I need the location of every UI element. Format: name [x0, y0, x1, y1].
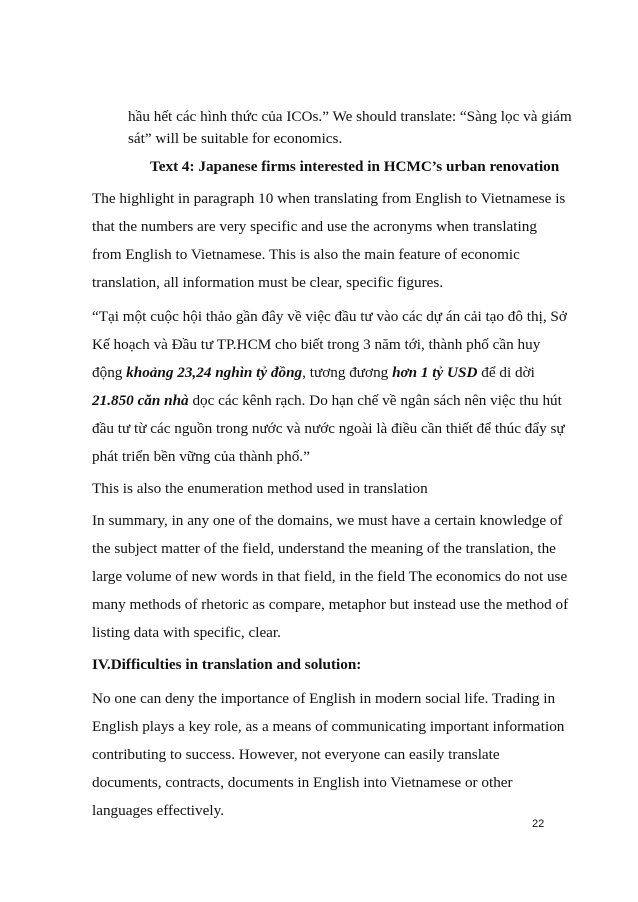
summary-line-3: large volume of new words in that field, in the field The economics do not use: [92, 568, 568, 585]
quote-text: , tương đương: [302, 364, 393, 381]
quote-line-1: “Tại một cuộc hội thảo gần đây về việc đầu tư vào các dự án cải tạo đô thị, Sở: [92, 308, 567, 325]
summary-line-1: In summary, in any one of the domains, we must have a certain knowledge of: [92, 512, 563, 529]
summary-line-5: listing data with specific, clear.: [92, 624, 281, 641]
quote-emphasis-usd: hơn 1 tỷ USD: [392, 364, 478, 381]
quote-line-3: [92, 364, 535, 382]
quote-line-5: đầu tư từ các nguồn trong nước và nước ngoài là điều cần thiết để thúc đẩy sự: [92, 420, 565, 437]
final-line-4: documents, contracts, documents in English into Vietnamese or other: [92, 774, 513, 791]
enumeration-line: This is also the enumeration method used in translation: [92, 480, 428, 497]
summary-line-2: the subject matter of the field, understand the meaning of the translation, the: [92, 540, 556, 557]
intro-line-1: hầu hết các hình thức của ICOs.” We should translate: “Sàng lọc và giám: [128, 108, 572, 125]
final-line-2: English plays a key role, as a means of communicating important information: [92, 718, 565, 735]
quote-text: động: [92, 364, 127, 381]
quote-emphasis-amount: khoảng 23,24 nghìn tỷ đồng: [126, 364, 303, 381]
quote-line-4: [92, 392, 562, 410]
page-number: 22: [532, 818, 545, 830]
final-line-1: No one can deny the importance of English in modern social life. Trading in: [92, 690, 556, 707]
quote-emphasis-houses: 21.850 căn nhà: [92, 392, 189, 409]
quote-line-6: phát triển bền vững của thành phố.”: [92, 448, 310, 465]
summary-line-4: many methods of rhetoric as compare, metaphor but instead use the method of: [92, 596, 569, 613]
para1-line-3: from English to Vietnamese. This is also the main feature of economic: [92, 246, 520, 263]
para1-line-4: translation, all information must be clear, specific figures.: [92, 274, 444, 291]
quote-line-2: Kế hoạch và Đầu tư TP.HCM cho biết trong 3 năm tới, thành phố cần huy: [92, 336, 541, 353]
para1-line-1: The highlight in paragraph 10 when translating from English to Vietnamese is: [92, 190, 566, 207]
quote-text: để di dời: [477, 364, 535, 381]
final-line-3: contributing to success. However, not everyone can easily translate: [92, 746, 500, 763]
para1-line-2: that the numbers are very specific and use the acronyms when translating: [92, 218, 537, 235]
final-line-5: languages effectively.: [92, 802, 224, 819]
section-heading: IV.Difficulties in translation and solution:: [92, 656, 362, 673]
intro-line-2: sát” will be suitable for economics.: [128, 130, 343, 147]
quote-text: dọc các kênh rạch. Do hạn chế về ngân sách nên việc thu hút: [188, 392, 562, 409]
text4-heading: Text 4: Japanese firms interested in HCMC’s urban renovation: [150, 158, 560, 175]
